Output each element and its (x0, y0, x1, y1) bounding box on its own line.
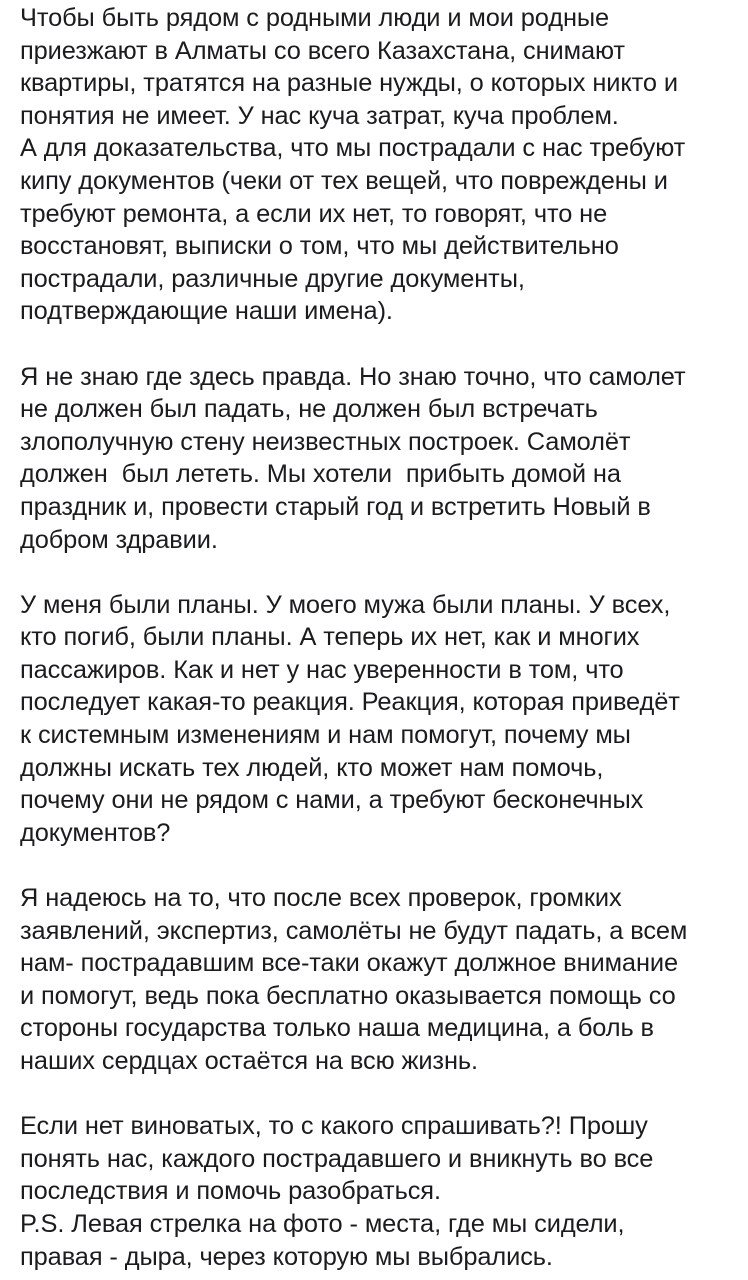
text-line: кто погиб, были планы. А теперь их нет, как и многих (20, 623, 640, 652)
text-line: документов? (20, 818, 171, 847)
text-line: нам- пострадавшим все-таки окажут должное внимание (20, 949, 678, 978)
text-line: и помогут, ведь пока бесплатно оказывается помощь со (20, 981, 676, 1010)
paragraph-4 (20, 882, 740, 1078)
text-line: пострадали, различные другие документы, (20, 264, 525, 293)
text-line: последует какая-то реакция. Реакция, которая приведёт (20, 688, 680, 717)
text-line: Я надеюсь на то, что после всех проверок, громких (20, 884, 622, 913)
text-line: пассажиров. Как и нет у нас уверенности в том, что (20, 655, 624, 684)
text-line: наших сердцах остаётся на всю жизнь. (20, 1047, 478, 1075)
text-line: добром здравии. (20, 525, 218, 554)
text-line: требуют ремонта, а если их нет, то говорят, что не (20, 199, 608, 228)
text-line: должен был лететь. Мы хотели прибыть домой на (20, 460, 621, 489)
text-line: почему они не рядом с нами, а требуют бесконечных (20, 786, 644, 815)
text-line: квартиры, тратятся на разные нужды, о которых никто и (20, 69, 678, 98)
paragraph-spacer (20, 1078, 740, 1111)
text-line: кипу документов (чеки от тех вещей, что повреждены и (20, 166, 668, 195)
paragraph-spacer (20, 849, 740, 882)
text-line: Чтобы быть рядом с родными люди и мои родные (20, 4, 610, 32)
text-line: Я не знаю где здесь правда. Но знаю точно, что самолет (20, 362, 686, 391)
text-line: стороны государства только наша медицина, а боль в (20, 1014, 654, 1043)
paragraph-1 (20, 0, 740, 328)
text-line: Если нет виноватых, то с какого спрашивать?! Прошу (20, 1112, 648, 1141)
text-line: приезжают в Алматы со всего Казахстана, снимают (20, 36, 625, 65)
text-line: не должен был падать, не должен был встречать (20, 395, 598, 424)
paragraph-2 (20, 361, 740, 557)
text-line: У меня были планы. У моего мужа были планы. У всех, (20, 590, 671, 619)
text-line: заявлений, экспертиз, самолёты не будут падать, а всем (20, 916, 688, 945)
text-line: к системным изменениям и нам помогут, почему мы (20, 721, 631, 750)
text-line: восстановят, выписки о том, что мы действительно (20, 232, 619, 261)
text-line: понять нас, каждого пострадавшего и вникнуть во все (20, 1144, 654, 1173)
paragraph-3 (20, 589, 740, 850)
post-text (20, 0, 740, 1273)
text-line: понятия не имеет. У нас куча затрат, куча проблем. (20, 101, 619, 130)
paragraph-spacer (20, 328, 740, 361)
text-line: подтверждающие наши имена). (20, 297, 393, 326)
text-line: злополучную стену неизвестных построек. Самолёт (20, 427, 631, 456)
paragraph-spacer (20, 556, 740, 589)
text-line: правая - дыра, через которую мы выбрались. (20, 1242, 553, 1271)
text-line: последствия и помочь разобраться. (20, 1177, 441, 1206)
text-line: P.S. Левая стрелка на фото - места, где мы сидели, (20, 1209, 625, 1238)
text-line: праздник и, провести старый год и встретить Новый в (20, 492, 651, 521)
text-line: должны искать тех людей, кто может нам помочь, (20, 753, 604, 782)
text-line: А для доказательства, что мы пострадали с нас требуют (20, 134, 686, 163)
paragraph-5 (20, 1110, 740, 1273)
